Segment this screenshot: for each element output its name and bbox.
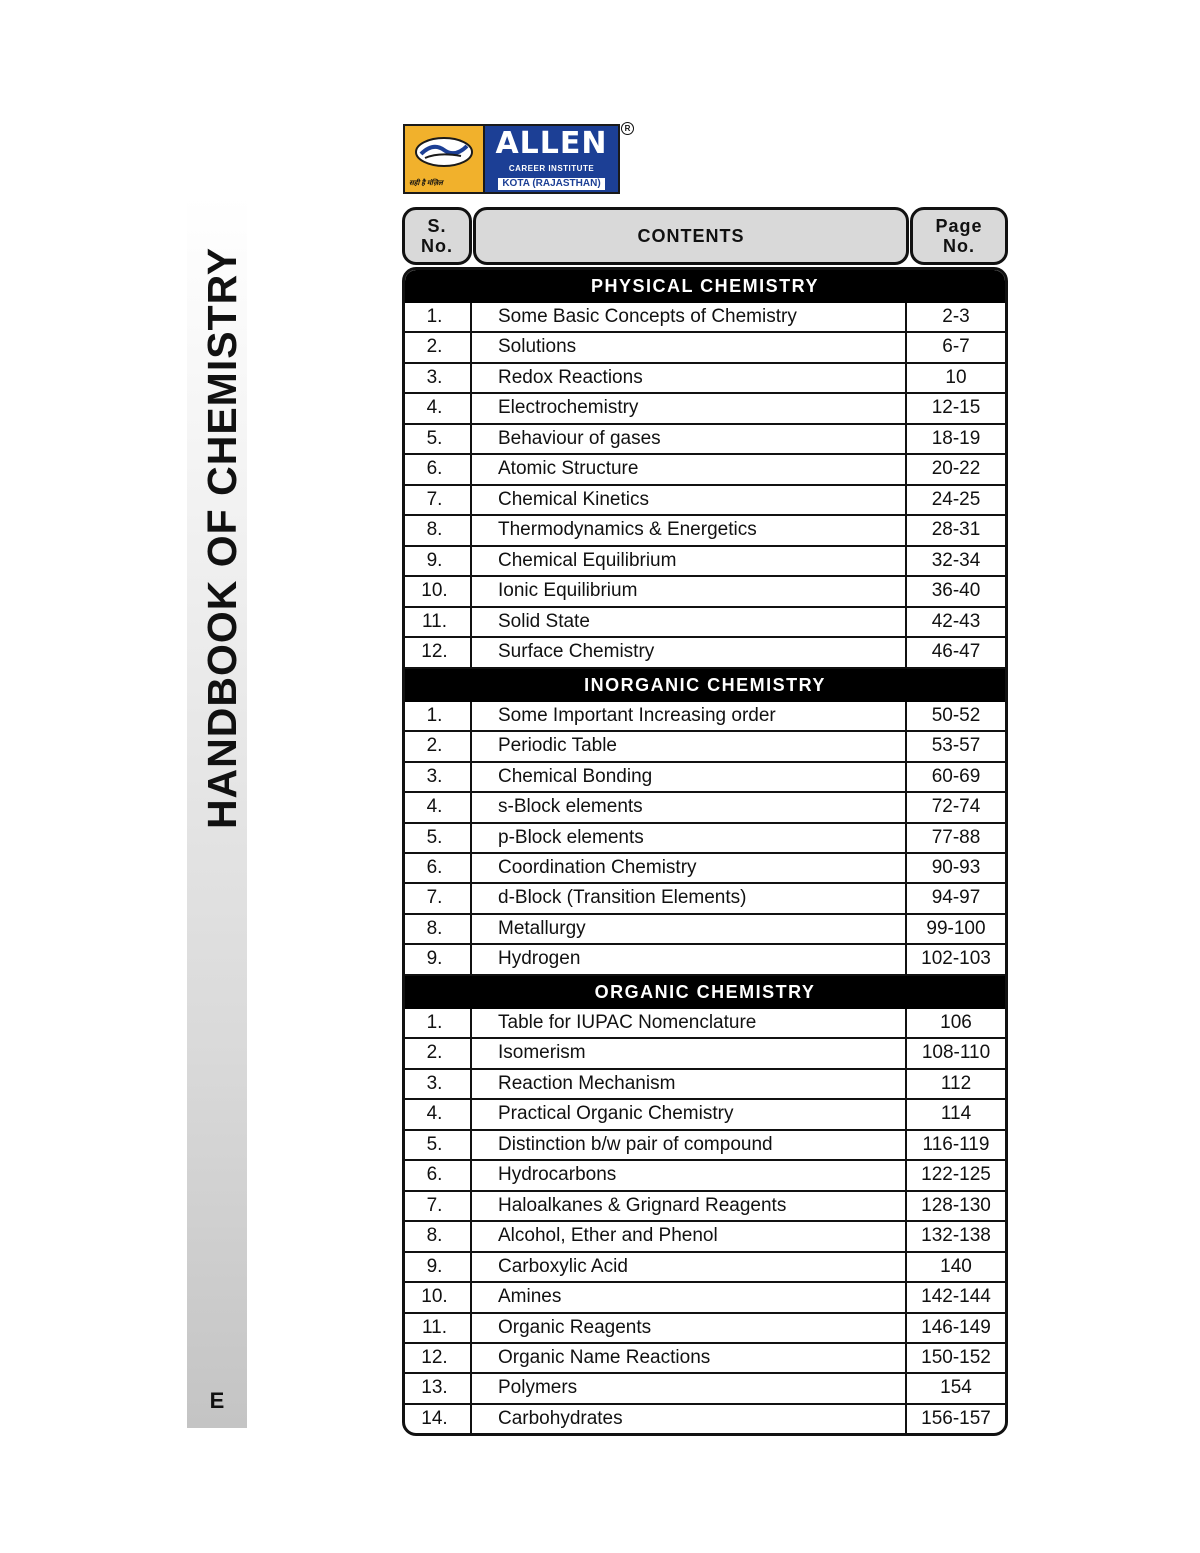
table-row (405, 1100, 1005, 1130)
table-row (405, 1161, 1005, 1191)
serial-number: 5. (405, 425, 472, 453)
table-row (405, 638, 1005, 668)
chapter-title: Practical Organic Chemistry (472, 1100, 907, 1128)
page-number: 42-43 (931, 610, 981, 632)
logo-emblem (405, 126, 485, 192)
serial-number: 8. (405, 516, 472, 544)
page-number: 154 (940, 1377, 972, 1399)
page-number: 36-40 (931, 580, 981, 602)
table-row (405, 732, 1005, 762)
serial-number: 6. (405, 455, 472, 483)
side-title: HANDBOOK OF CHEMISTRY (199, 246, 245, 830)
table-row (405, 577, 1005, 607)
emblem-icon (413, 132, 475, 172)
serial-number: 4. (405, 394, 472, 422)
table-row (405, 763, 1005, 793)
page-number: 102-103 (921, 948, 991, 970)
table-row (405, 547, 1005, 577)
chapter-title: Some Important Increasing order (472, 702, 907, 730)
page-number: 112 (940, 1072, 972, 1094)
serial-number: 10. (405, 1283, 472, 1311)
chapter-title: s-Block elements (472, 793, 907, 821)
chapter-title: Carboxylic Acid (472, 1253, 907, 1281)
page-number: 108-110 (921, 1042, 991, 1064)
serial-number: 1. (405, 1009, 472, 1037)
table-row (405, 884, 1005, 914)
table-row (405, 1070, 1005, 1100)
table-row (405, 915, 1005, 945)
chapter-title: Redox Reactions (472, 364, 907, 392)
chapter-title: Chemical Equilibrium (472, 547, 907, 575)
page-number: 122-125 (921, 1164, 991, 1186)
serial-number: 11. (405, 608, 472, 636)
registered-mark: R (621, 122, 634, 135)
logo-tagline: सही है मंज़िल (409, 180, 443, 187)
contents-table (402, 267, 1008, 1436)
page-number: 53-57 (931, 735, 981, 757)
section-header: ORGANIC CHEMISTRY (405, 976, 1005, 1009)
serial-number: 7. (405, 884, 472, 912)
page-number: 28-31 (931, 519, 981, 541)
table-row (405, 1131, 1005, 1161)
table-row (405, 1344, 1005, 1374)
page-number: 90-93 (931, 856, 981, 878)
chapter-title: Alcohol, Ether and Phenol (472, 1222, 907, 1250)
serial-number: 8. (405, 915, 472, 943)
logo-brand: ALLEN (495, 126, 608, 161)
serial-number: 10. (405, 577, 472, 605)
page-number: 60-69 (931, 765, 981, 787)
table-row (405, 1192, 1005, 1222)
chapter-title: Organic Name Reactions (472, 1344, 907, 1372)
chapter-title: Atomic Structure (472, 455, 907, 483)
chapter-title: d-Block (Transition Elements) (472, 884, 907, 912)
page-number: 6-7 (942, 336, 970, 358)
chapter-title: Hydrogen (472, 945, 907, 973)
page-number: 142-144 (921, 1286, 991, 1308)
table-row (405, 303, 1005, 333)
logo-location: KOTA (RAJASTHAN) (498, 178, 604, 190)
page-number: 72-74 (931, 796, 981, 818)
chapter-title: Isomerism (472, 1039, 907, 1067)
serial-number: 5. (405, 1131, 472, 1159)
chapter-title: p-Block elements (472, 824, 907, 852)
page-number: 156-157 (921, 1407, 991, 1429)
table-row (405, 824, 1005, 854)
table-row (405, 516, 1005, 546)
chapter-title: Amines (472, 1283, 907, 1311)
table-row (405, 854, 1005, 884)
page-number: 2-3 (942, 306, 970, 327)
chapter-title: Distinction b/w pair of compound (472, 1131, 907, 1159)
serial-number: 3. (405, 364, 472, 392)
chapter-title: Organic Reagents (472, 1314, 907, 1342)
page-number: 18-19 (931, 427, 981, 449)
page-number: 116-119 (922, 1133, 990, 1155)
chapter-title: Carbohydrates (472, 1405, 907, 1435)
table-row (405, 608, 1005, 638)
serial-number: 2. (405, 333, 472, 361)
chapter-title: Coordination Chemistry (472, 854, 907, 882)
serial-number: 3. (405, 1070, 472, 1098)
table-row (405, 702, 1005, 732)
serial-number: 11. (405, 1314, 472, 1342)
chapter-title: Haloalkanes & Grignard Reagents (472, 1192, 907, 1220)
chapter-title: Reaction Mechanism (472, 1070, 907, 1098)
page-number: 12-15 (931, 397, 981, 419)
table-row (405, 364, 1005, 394)
chapter-title: Chemical Bonding (472, 763, 907, 791)
serial-number: 7. (405, 1192, 472, 1220)
serial-number: 5. (405, 824, 472, 852)
table-row (405, 1405, 1005, 1435)
chapter-title: Chemical Kinetics (472, 486, 907, 514)
serial-number: 13. (405, 1374, 472, 1402)
serial-number: 2. (405, 1039, 472, 1067)
table-row (405, 1009, 1005, 1039)
serial-number: 4. (405, 1100, 472, 1128)
page-number: 24-25 (931, 488, 981, 510)
page-number: 77-88 (931, 826, 981, 848)
table-row (405, 394, 1005, 424)
page-number: 94-97 (931, 887, 981, 909)
table-row (405, 945, 1005, 975)
chapter-title: Ionic Equilibrium (472, 577, 907, 605)
chapter-title: Solutions (472, 333, 907, 361)
page-number: 46-47 (931, 641, 981, 663)
serial-number: 12. (405, 638, 472, 666)
chapter-title: Some Basic Concepts of Chemistry (472, 303, 907, 331)
serial-number: 8. (405, 1222, 472, 1250)
page-number: 99-100 (926, 917, 986, 939)
page-number: 106 (940, 1011, 972, 1033)
chapter-title: Solid State (472, 608, 907, 636)
table-row (405, 1374, 1005, 1404)
page-number: 140 (940, 1255, 972, 1277)
table-row (405, 1283, 1005, 1313)
serial-number: 6. (405, 854, 472, 882)
page-number: 128-130 (921, 1194, 991, 1216)
serial-number: 7. (405, 486, 472, 514)
page-number: 146-149 (921, 1316, 991, 1338)
table-row (405, 1314, 1005, 1344)
serial-number: 12. (405, 1344, 472, 1372)
table-row (405, 333, 1005, 363)
serial-number: 14. (405, 1405, 472, 1435)
chapter-title: Behaviour of gases (472, 425, 907, 453)
chapter-title: Hydrocarbons (472, 1161, 907, 1189)
serial-number: 2. (405, 732, 472, 760)
allen-logo (403, 124, 620, 194)
table-row (405, 1222, 1005, 1252)
serial-number: 9. (405, 547, 472, 575)
header-sno: S. No. (402, 207, 472, 265)
table-row (405, 455, 1005, 485)
page-number: 50-52 (931, 704, 981, 726)
page-number: 132-138 (921, 1225, 991, 1247)
serial-number: 9. (405, 945, 472, 973)
edition-mark: E (209, 1388, 225, 1413)
table-row (405, 425, 1005, 455)
chapter-title: Table for IUPAC Nomenclature (472, 1009, 907, 1037)
serial-number: 3. (405, 763, 472, 791)
chapter-title: Polymers (472, 1374, 907, 1402)
section-header: PHYSICAL CHEMISTRY (405, 270, 1005, 303)
page-number: 20-22 (931, 458, 981, 480)
table-row (405, 793, 1005, 823)
header-page-no: Page No. (910, 207, 1008, 265)
serial-number: 4. (405, 793, 472, 821)
chapter-title: Electrochemistry (472, 394, 907, 422)
serial-number: 1. (405, 303, 472, 331)
page-number: 32-34 (931, 549, 981, 571)
serial-number: 6. (405, 1161, 472, 1189)
chapter-title: Thermodynamics & Energetics (472, 516, 907, 544)
header-contents: CONTENTS (473, 207, 909, 265)
logo-subtitle: CAREER INSTITUTE (508, 164, 595, 173)
page-number: 10 (945, 366, 967, 388)
serial-number: 9. (405, 1253, 472, 1281)
table-row (405, 1039, 1005, 1069)
chapter-title: Surface Chemistry (472, 638, 907, 666)
chapter-title: Periodic Table (472, 732, 907, 760)
chapter-title: Metallurgy (472, 915, 907, 943)
page-number: 114 (940, 1103, 972, 1125)
serial-number: 1. (405, 702, 472, 730)
page-number: 150-152 (921, 1347, 991, 1368)
table-row (405, 486, 1005, 516)
logo-text-block (485, 126, 618, 192)
section-header: INORGANIC CHEMISTRY (405, 669, 1005, 702)
table-row (405, 1253, 1005, 1283)
